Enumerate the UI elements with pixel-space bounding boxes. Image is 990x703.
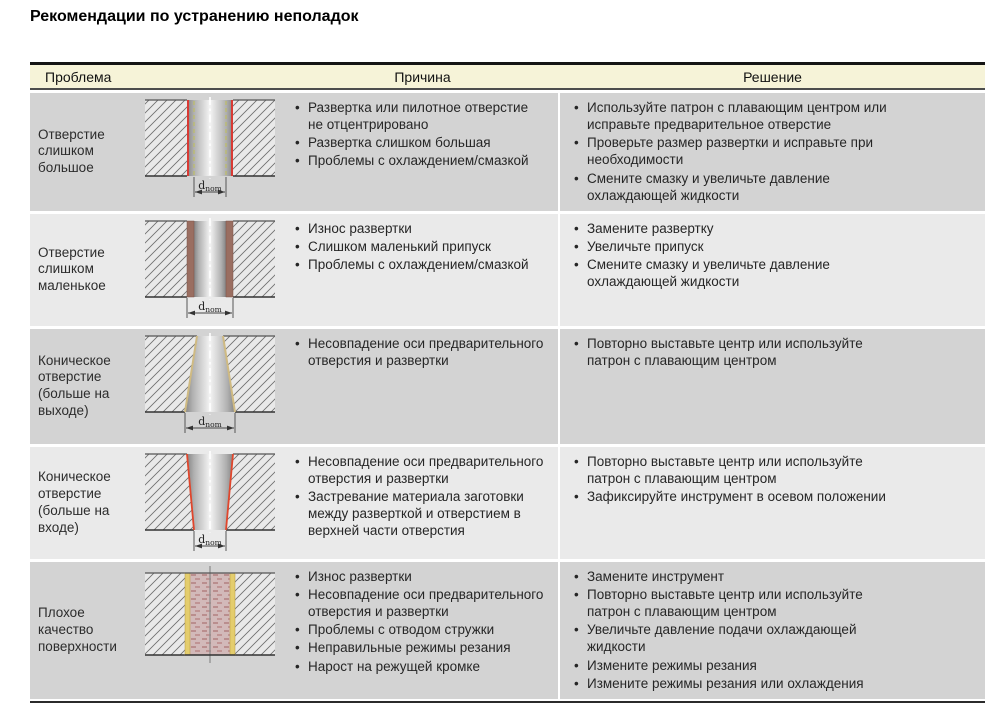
solution-list [560,93,985,211]
problem-label: Отверстие слишком маленькое [38,244,106,294]
solution-item: • Проверьте размер развертки и исправьте при необходимости [572,134,897,168]
cause-item: • Износ развертки [293,220,546,237]
problem-label: Коническое отверстие (больше на выходе) [38,352,111,419]
diagram-hole-oversize [135,93,285,211]
cause-item: • Несовпадение оси предварительного отверстия и развертки [293,453,546,487]
solution-item: • Зафиксируйте инструмент в осевом положении [572,488,897,505]
cause-item: • Нарост на режущей кромке [293,658,546,675]
table-header-row [30,62,985,90]
diagram-rough-surface [135,562,285,699]
page-title: Рекомендации по устранению неполадок [30,8,359,25]
solution-list [560,562,985,699]
table-body [30,93,985,699]
column-header-problem: Проблема [45,68,112,85]
diagram-svg [135,332,285,436]
solution-item: • Увеличьте давление подачи охлаждающей жидкости [572,621,897,655]
solution-item: • Повторно выставьте центр или используйте патрон с плавающим центром [572,453,897,487]
diagram-svg [135,450,285,554]
cause-item: • Развертка или пилотное отверстие не отцентрировано [293,99,546,133]
cause-list [285,214,560,326]
cause-item: • Развертка слишком большая [293,134,546,151]
table-row [30,329,985,444]
solution-list [560,447,985,559]
solution-item: • Смените смазку и увеличьте давление охлаждающей жидкости [572,170,897,204]
cause-item: • Неправильные режимы резания [293,639,546,656]
solution-list [560,214,985,326]
cause-item: • Застревание материала заготовки между разверткой и отверстием в верхней части отверстия [293,488,546,539]
svg-text:dnom: dnom [198,299,222,314]
column-header-solution: Решение [743,68,802,85]
cause-list [285,447,560,559]
cause-list [285,93,560,211]
cause-item: • Слишком маленький припуск [293,238,546,255]
svg-text:dnom: dnom [198,414,222,429]
table-row [30,447,985,559]
solution-item: • Замените инструмент [572,568,897,585]
solution-item: • Увеличьте припуск [572,238,897,255]
table-row [30,93,985,211]
diagram-taper-exit [135,329,285,444]
solution-item: • Повторно выставьте центр или используйте патрон с плавающим центром [572,335,897,369]
problem-label: Отверстие слишком большое [38,126,105,176]
table-row [30,562,985,699]
diagram-hole-undersize [135,214,285,326]
diagram-svg [135,96,285,200]
troubleshooting-table [30,62,985,703]
svg-text:dnom: dnom [198,532,222,547]
solution-item: • Используйте патрон с плавающим центром или исправьте предварительное отверстие [572,99,897,133]
cause-list [285,329,560,444]
problem-label: Плохое качество поверхности [38,605,117,654]
solution-item: • Повторно выставьте центр или используйте патрон с плавающим центром [572,586,897,620]
solution-item: • Измените режимы резания [572,657,897,674]
diagram-svg [135,565,285,665]
cause-item: • Проблемы с отводом стружки [293,621,546,638]
table-row [30,214,985,326]
cause-item: • Проблемы с охлаждением/смазкой [293,152,546,169]
column-header-cause: Причина [394,68,451,85]
solution-item: • Измените режимы резания или охлаждения [572,675,897,692]
cause-item: • Проблемы с охлаждением/смазкой [293,256,546,273]
diagram-taper-entry [135,447,285,559]
solution-list [560,329,985,444]
cause-item: • Износ развертки [293,568,546,585]
solution-item: • Замените развертку [572,220,897,237]
cause-item: • Несовпадение оси предварительного отверстия и развертки [293,335,546,369]
problem-label: Коническое отверстие (больше на входе) [38,469,111,535]
cause-list [285,562,560,699]
diagram-svg [135,217,285,321]
solution-item: • Смените смазку и увеличьте давление охлаждающей жидкости [572,256,897,290]
cause-item: • Несовпадение оси предварительного отверстия и развертки [293,586,546,620]
svg-text:dnom: dnom [198,179,222,193]
